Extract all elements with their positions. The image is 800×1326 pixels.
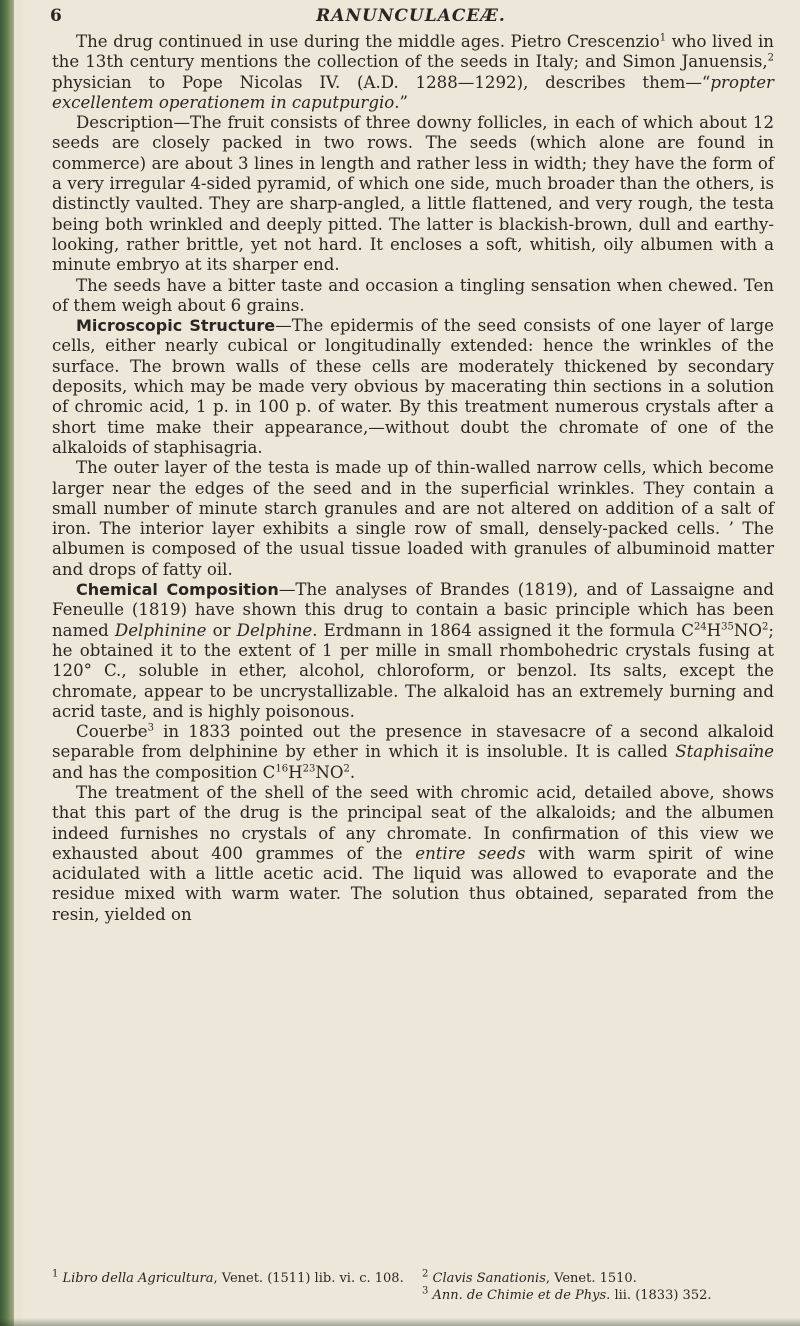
text-span: The seeds have a bitter taste and occasion a tingling sensation when chewed. Ten of them weigh about 6 grains. (52, 275, 774, 315)
text-span: and has the composition C (52, 762, 276, 782)
italic-text: Staphisaïne (675, 742, 774, 762)
superscript: 23 (302, 763, 316, 775)
superscript: 1 (659, 32, 667, 44)
footnote-fn-2-3 (422, 1270, 774, 1304)
text-span: The drug continued in use during the middle ages. Pietro Crescenzio (76, 32, 660, 51)
paragraph-treatment (52, 783, 774, 925)
superscript: 24 (693, 621, 707, 633)
text-span: . (349, 762, 356, 782)
italic-text: Delphine (236, 620, 313, 640)
section-heading: Microscopic Structure (76, 316, 276, 336)
paragraph-chemical (52, 580, 774, 722)
book-binding-edge (0, 0, 14, 1326)
text-span: The outer layer of the testa is made up of thin-walled narrow cells, which become larger near the edges of the seed and in the superficial wrinkles. They contain a small number of minute starch granules and are not altered on addition of a salt of iron. The interior layer exhibits a single row of small, densely-packed cells. ’ The albumen is composed of the usual tissue loaded with granules of albuminoid matter and drops of fatty oil. (52, 458, 774, 579)
italic-text: Delphinine (114, 620, 207, 640)
text-span: —The epidermis of the seed consists of one layer of large cells, either nearly cubical or longitudinally extended: hence the wrinkles of the surface. The brown walls of these cells are moderately thickened by secondary deposits, which may be made very obvious by macerating thin sections in a solution of chromic acid, 1 p. in 100 p. of water. By this treatment numerous crystals after a short time make their appearance,—without doubt the chromate of one of the alkaloids of staphisagria. (52, 316, 774, 457)
book-page (22, 0, 800, 1326)
text-span: —The analyses of Brandes (1819), and of Lassaigne and Feneulle (1819) have shown this drug to contain a basic principle which has been named (52, 580, 774, 640)
italic-text: Ann. de Chimie et de Phys. (432, 1288, 611, 1303)
paragraph-outer-layer (52, 458, 774, 580)
superscript: 35 (721, 621, 734, 633)
text-span: —The fruit consists of three downy follicles, in each of which about 12 seeds are closely packed in two rows. The seeds (which alone are found in commerce) are about 3 lines in length and rather less in width; they have the form of a very irregular 4-sided pyramid, of which one side, much broader than the others, is distinctly vaulted. They are sharp-angled, a little flattened, and very rough, the testa being both wrinkled and deeply pitted. The latter is blackish-brown, dull and earthy-looking, rather brittle, yet not hard. It encloses a soft, whitish, oily albumen with a minute embryo at its sharper end. (52, 113, 774, 275)
paragraph-couerbe (52, 722, 774, 783)
italic-text: Libro della Agricultura (62, 1271, 214, 1286)
page-header (22, 4, 800, 30)
text-span: Description (76, 113, 174, 133)
italic-text: entire seeds (415, 843, 526, 863)
running-head: RANUNCULACEÆ. (316, 6, 506, 26)
text-span: NO (315, 762, 344, 782)
text-span: H (288, 762, 303, 782)
superscript: 16 (275, 763, 289, 775)
footnotes (52, 1270, 774, 1304)
superscript: 2 (767, 52, 774, 64)
italic-text: propter excellentem operationem in caputpurgio (52, 72, 774, 112)
text-span: H (706, 620, 722, 640)
footnote-fn-1 (52, 1270, 404, 1304)
text-span: NO (733, 620, 763, 640)
text-span: . Erdmann in 1864 assigned it the formula C (312, 620, 694, 640)
paragraph-microscopic (52, 316, 774, 458)
text-span: or (206, 620, 237, 640)
paragraph-description (52, 113, 774, 275)
text-span: Couerbe (76, 722, 148, 742)
text-span: , Venet. 1510. (545, 1271, 637, 1286)
page-number: 6 (50, 6, 62, 26)
superscript: 3 (422, 1285, 429, 1297)
superscript: 1 (52, 1268, 59, 1280)
text-span: The treatment of the shell of the seed with chromic acid, detailed above, shows that this part of the drug is the principal seat of the alkaloids; and the albumen indeed furnishes no crystals of any chromate. In confirmation of this view we exhausted about 400 grammes of the (52, 782, 774, 863)
page-bottom-shadow (0, 1318, 800, 1326)
paragraph-history (52, 32, 774, 113)
italic-text: Clavis Sanationis (432, 1271, 546, 1286)
paragraph-taste (52, 276, 774, 317)
text-span: ; he obtained it to the extent of 1 per mille in small rhombohedric crystals fusing at 120° C., soluble in ether, alcohol, chloroform, or benzol. Its salts, except the chromate, appear to be uncrystallizable. The alkaloid has an extremely burning and acrid taste, and is highly poisonous. (52, 620, 774, 721)
body-text (52, 32, 774, 925)
text-span: .” (394, 92, 409, 112)
superscript: 2 (422, 1268, 429, 1280)
section-heading: Chemical Composition (76, 580, 279, 600)
text-span: , Venet. (1511) lib. vi. c. 108. (213, 1271, 404, 1286)
superscript: 2 (343, 763, 350, 775)
text-span: with warm spirit of wine acidulated with a little acetic acid. The liquid was allowed to evaporate and the residue mixed with warm water. The solution thus obtained, separated from the resin, yielded on (52, 843, 774, 924)
text-span: in 1833 pointed out the presence in stavesacre of a second alkaloid separable from delphinine by ether in which it is insoluble. It is called (52, 722, 774, 762)
superscript: 3 (147, 722, 154, 734)
text-span: who lived in the 13th century mentions the collection of the seeds in Italy; and Simon Januensis, (52, 32, 774, 72)
text-span: physician to Pope Nicolas IV. (A.D. 1288—1292), describes them—“ (52, 72, 711, 92)
text-span: lii. (1833) 352. (610, 1288, 712, 1303)
superscript: 2 (762, 621, 769, 633)
